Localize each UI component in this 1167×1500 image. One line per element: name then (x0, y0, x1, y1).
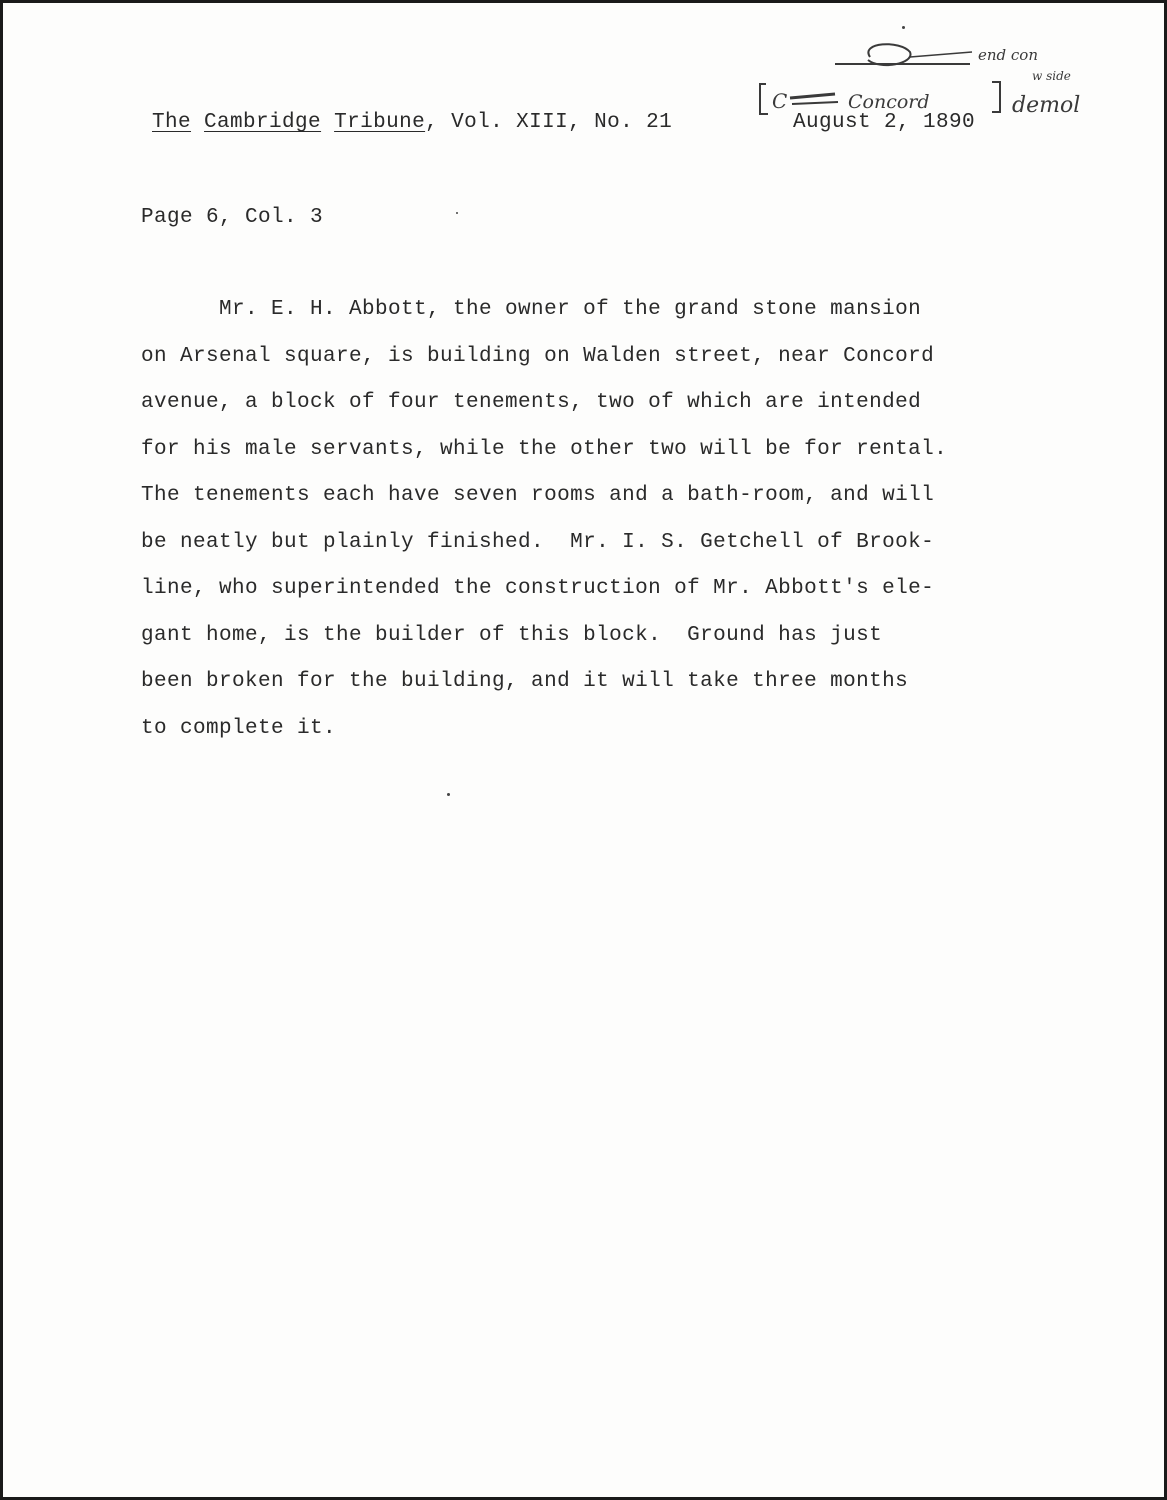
article-line: The tenements each have seven rooms and a bath-room, and will (141, 484, 935, 507)
annotation-note-3: demol (1012, 93, 1081, 118)
annotation-note-2: w side (1032, 69, 1071, 83)
article-line: to complete it. (141, 716, 337, 740)
article-line: been broken for the building, and it will take three months (141, 670, 909, 693)
article-line: on Arsenal square, is building on Walden street, near Concord (141, 344, 935, 368)
handwritten-annotation (740, 12, 1160, 142)
annotation-note-1: end con (978, 46, 1038, 64)
article-line: line, who superintended the construction of Mr. Abbott's ele- (141, 577, 935, 600)
article-body (141, 296, 1041, 761)
volume-number: , Vol. XIII, No. 21 (425, 111, 673, 134)
paper-speck (902, 26, 905, 29)
article-line: be neatly but plainly finished. Mr. I. S. Getchell of Brook- (141, 530, 935, 554)
paper-speck (456, 212, 458, 214)
paper-name-tribune: Tribune (334, 111, 426, 134)
article-line: Mr. E. H. Abbott, the owner of the grand stone mansion (141, 298, 922, 321)
annotation-crossed-word: C (772, 89, 788, 113)
annotation-bracket-word: Concord (848, 91, 930, 113)
article-line: gant home, is the builder of this block. Ground has just (141, 623, 883, 647)
publication-date: August 2, 1890 (793, 111, 976, 134)
page-column-reference: Page 6, Col. 3 (141, 206, 324, 229)
paper-name-the: The (152, 111, 192, 134)
article-line: for his male servants, while the other two will be for rental. (141, 437, 948, 461)
citation-header (152, 111, 672, 134)
article-line: avenue, a block of four tenements, two of which are intended (141, 391, 922, 414)
paper-speck (447, 793, 450, 796)
paper-name-cambridge: Cambridge (204, 111, 322, 134)
